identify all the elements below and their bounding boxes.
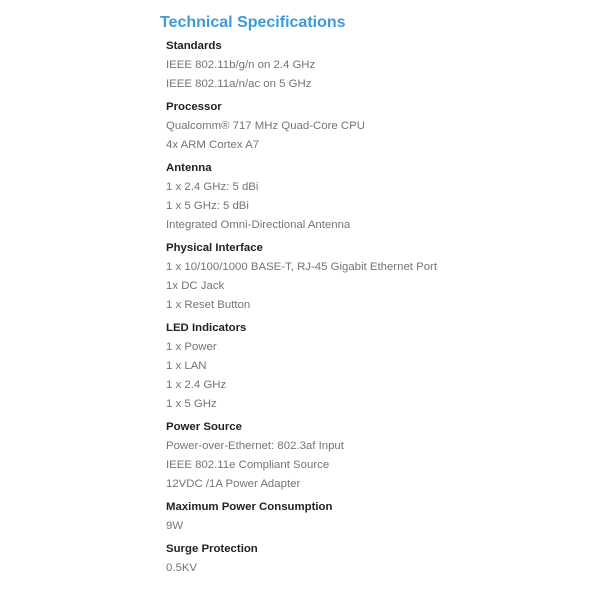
spec-list <box>166 38 606 579</box>
spec-line: 1 x 2.4 GHz: 5 dBi <box>166 181 259 193</box>
spec-line: 1 x 10/100/1000 BASE-T, RJ-45 Gigabit Ethernet Port <box>166 261 437 273</box>
section-title: Processor <box>166 101 222 113</box>
spec-section-standards <box>166 38 606 92</box>
section-title: Maximum Power Consumption <box>166 501 333 513</box>
spec-line: 1 x 2.4 GHz <box>166 379 227 391</box>
section-title: Power Source <box>166 421 242 433</box>
spec-line: Integrated Omni-Directional Antenna <box>166 219 351 231</box>
spec-line: IEEE 802.11b/g/n on 2.4 GHz <box>166 59 316 71</box>
section-title: LED Indicators <box>166 322 247 334</box>
spec-section-processor <box>166 99 606 153</box>
spec-section-power-source <box>166 419 606 492</box>
spec-section-max-power-consumption <box>166 499 606 534</box>
spec-line: 1x DC Jack <box>166 280 225 292</box>
spec-line: 1 x Power <box>166 341 217 353</box>
spec-line: 9W <box>166 520 184 532</box>
spec-line: IEEE 802.11a/n/ac on 5 GHz <box>166 78 312 90</box>
spec-line: 1 x 5 GHz: 5 dBi <box>166 200 249 212</box>
spec-line: 1 x LAN <box>166 360 207 372</box>
section-title: Physical Interface <box>166 242 263 254</box>
spec-line: 1 x Reset Button <box>166 299 251 311</box>
page-title: Technical Specifications <box>160 14 346 31</box>
spec-line: Qualcomm® 717 MHz Quad-Core CPU <box>166 120 365 132</box>
spec-line: 0.5KV <box>166 562 198 574</box>
spec-section-led-indicators <box>166 320 606 412</box>
spec-line: Power-over-Ethernet: 802.3af Input <box>166 440 344 452</box>
section-title: Antenna <box>166 162 212 174</box>
spec-line: 12VDC /1A Power Adapter <box>166 478 301 490</box>
section-title: Surge Protection <box>166 543 258 555</box>
spec-section-surge-protection <box>166 541 606 576</box>
spec-line: 1 x 5 GHz <box>166 398 217 410</box>
spec-line: 4x ARM Cortex A7 <box>166 139 260 151</box>
section-title: Standards <box>166 40 222 52</box>
spec-section-physical-interface <box>166 240 606 313</box>
spec-section-antenna <box>166 160 606 233</box>
spec-line: IEEE 802.11e Compliant Source <box>166 459 330 471</box>
